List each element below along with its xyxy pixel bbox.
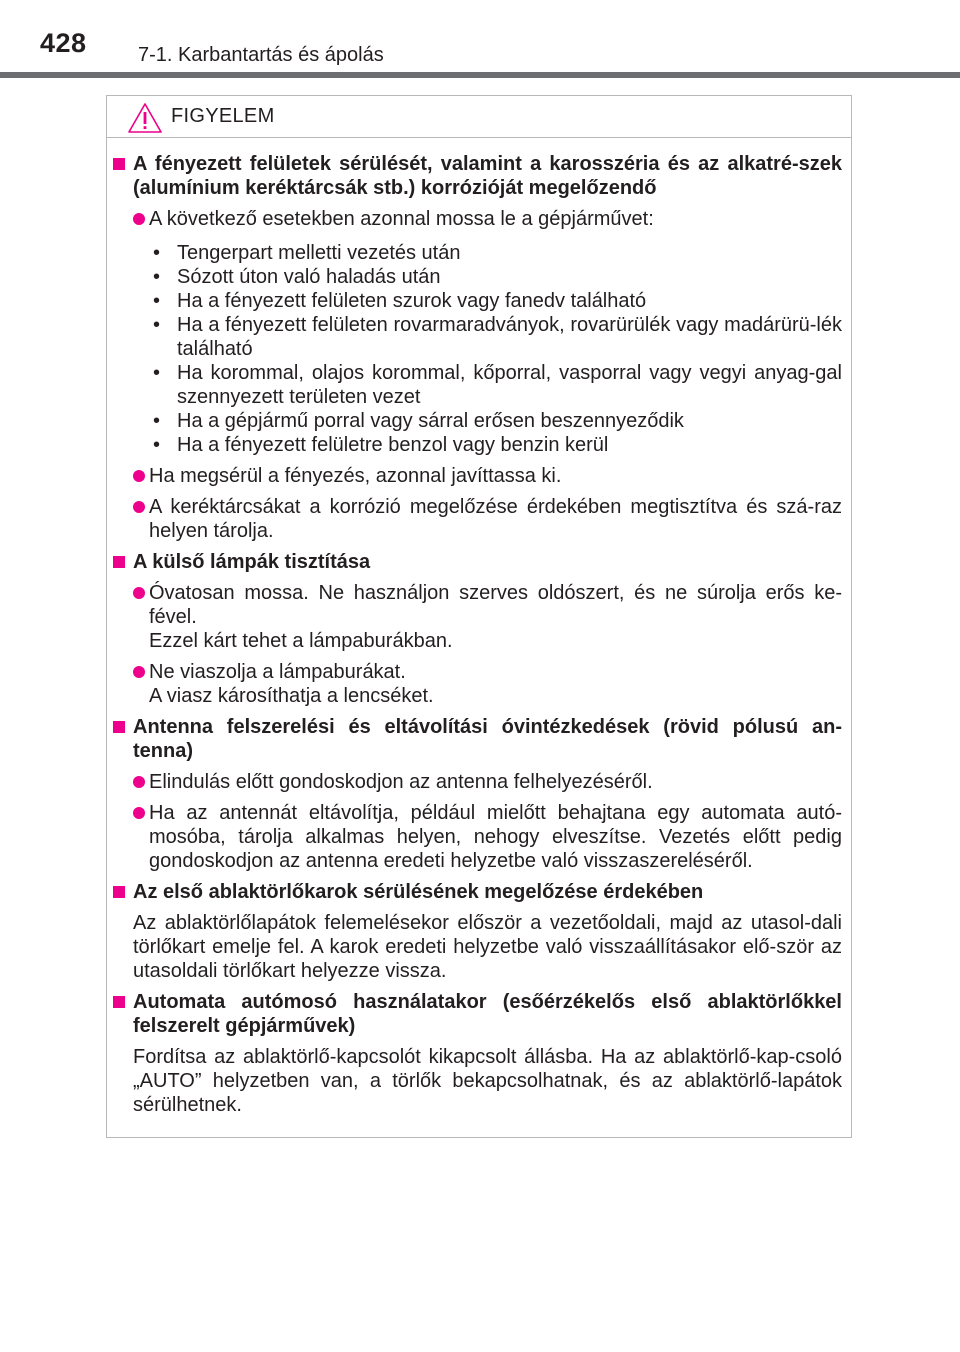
circle-bullet-icon [133,581,149,605]
section-heading [113,715,842,763]
circle-bullet-icon [133,770,149,794]
warning-header [107,96,851,138]
list-item [113,581,842,653]
bullet-item: • Ha korommal, olajos korommal, kőporral, vasporral vagy vegyi anyag-gal szennyezett területen vezet [153,362,842,408]
circle-bullet-icon [133,660,149,684]
section-title: Automata autómosó használatakor (esőérzékelős első ablaktörlőkkel felszerelt gépjárművek) [133,991,842,1037]
page-number: 428 [40,28,87,58]
section-heading [113,152,842,200]
bullet-list [113,241,842,457]
square-bullet-icon [113,158,133,170]
section-title: Az első ablaktörlőkarok sérülésének megelőzése érdekében [133,881,704,903]
circle-bullet-icon [133,207,149,231]
item-line: Ne viaszolja a lámpaburákat. [149,661,406,683]
item-text: A következő esetekben azonnal mossa le a gépjárművet: [149,208,654,230]
bullet-item: • Ha a fényezett felületre benzol vagy benzin kerül [153,433,842,457]
item-line: Óvatosan mossa. Ne használjon szerves oldószert, és ne súrolja erős ke-fével. [149,582,842,628]
section-heading [113,550,842,574]
bullet-text: Tengerpart melletti vezetés után [177,242,461,264]
section-paragraph: Az ablaktörlőlapátok felemelésekor először a vezetőoldali, majd az utasol-dali törlőkart emelje fel. A karok eredeti helyzetbe való visszaállításakor elő-ször az utasoldali törlőkart helyezze vissza. [133,912,842,982]
chapter-title: 7-1. Karbantartás és ápolás [138,44,384,66]
bullet-text: Ha a gépjármű porral vagy sárral erősen beszennyeződik [177,410,684,432]
item-text: Ha az antennát eltávolítja, például mielőtt behajtana egy automata autó-mosóba, tárolja alkalmas helyen, nehogy elveszítse. Vezetés előtt pedig gondoskodjon az antenna eredeti helyzetbe való visszaszereléséről. [149,802,842,872]
section-title: Antenna felszerelési és eltávolítási óvintézkedések (rövid pólusú an-tenna) [133,716,842,762]
bullet-item: • Ha a gépjármű porral vagy sárral erősen beszennyeződik [153,409,842,433]
item-text: Elindulás előtt gondoskodjon az antenna felhelyezéséről. [149,771,653,793]
list-item [113,660,842,708]
warning-triangle-icon [127,102,163,134]
item-text: A keréktárcsákat a korrózió megelőzése érdekében megtisztítva és szá-raz helyen tárolja. [149,496,842,542]
bullet-text: Ha korommal, olajos korommal, kőporral, vasporral vagy vegyi anyag-gal szennyezett területen vezet [177,362,842,408]
page-header [0,0,960,80]
item-text [149,581,842,653]
section-title: A külső lámpák tisztítása [133,551,371,573]
circle-bullet-icon [133,801,149,825]
list-item [113,464,842,488]
list-item [113,770,842,794]
bullet-item: • Sózott úton való haladás után [153,265,842,289]
header-rule [0,72,960,78]
section-paragraph: Fordítsa az ablaktörlő-kapcsolót kikapcsolt állásba. Ha az ablaktörlő-kap-csoló „AUTO” helyzetben van, a törlők bekapcsolhatnak, és az ablaktörlő-lapátok sérülhetnek. [133,1046,842,1116]
square-bullet-icon [113,721,133,733]
item-line: A viasz károsíthatja a lencséket. [149,685,434,707]
bullet-item: • Ha a fényezett felületen rovarmaradványok, rovarürülék vagy madárürü-lék található [153,314,842,360]
square-bullet-icon [113,556,133,568]
circle-bullet-icon [133,464,149,488]
list-item [113,207,842,231]
item-text: Ha megsérül a fényezés, azonnal javíttassa ki. [149,465,562,487]
section-heading [113,880,842,904]
list-item [113,801,842,873]
bullet-text: Ha a fényezett felületen rovarmaradványok, rovarürülék vagy madárürü-lék található [177,314,842,360]
bullet-item: • Ha a fényezett felületen szurok vagy fanedv található [153,289,842,313]
item-line: Ezzel kárt tehet a lámpaburákban. [149,630,453,652]
bullet-text: Ha a fényezett felületre benzol vagy benzin kerül [177,434,609,456]
section-title: A fényezett felületek sérülését, valamint a karosszéria és az alkatré-szek (alumínium keréktárcsák stb.) korrózióját megelőzendő [133,153,842,199]
square-bullet-icon [113,996,133,1008]
item-text [149,660,842,708]
section-heading [113,990,842,1038]
bullet-text: Sózott úton való haladás után [177,266,441,288]
bullet-text: Ha a fényezett felületen szurok vagy fanedv található [177,290,647,312]
warning-box [106,95,852,1138]
circle-bullet-icon [133,495,149,519]
warning-title: FIGYELEM [171,105,275,127]
list-item [113,495,842,543]
warning-content [107,152,853,1117]
square-bullet-icon [113,886,133,898]
bullet-item: • Tengerpart melletti vezetés után [153,241,842,265]
